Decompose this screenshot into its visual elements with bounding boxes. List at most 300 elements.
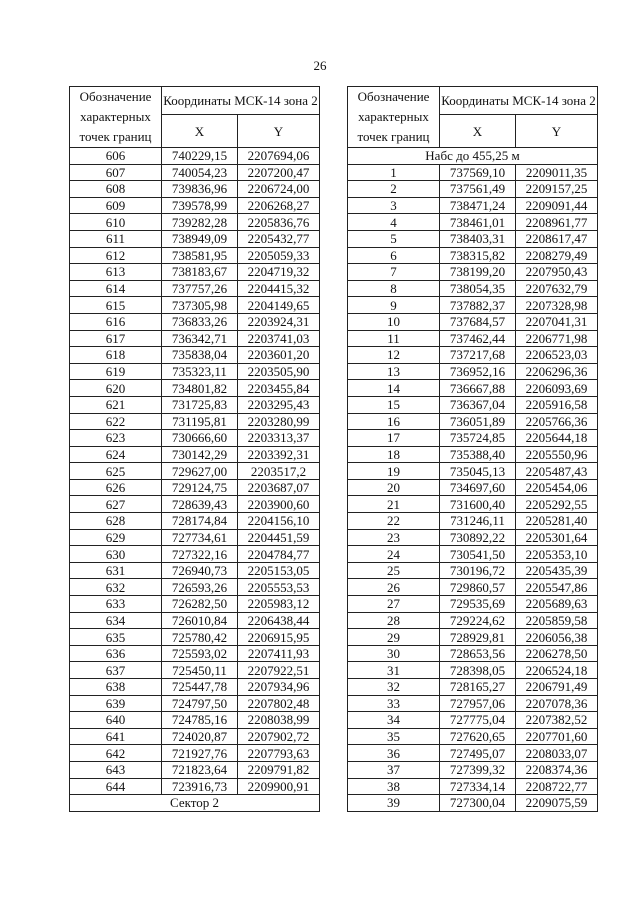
y-coordinate-cell: 2208374,36 xyxy=(516,761,598,778)
y-coordinate-cell: 2206724,00 xyxy=(238,181,320,198)
table-row xyxy=(70,330,320,347)
point-number-cell: 9 xyxy=(348,297,440,314)
y-coordinate-cell: 2204784,77 xyxy=(238,546,320,563)
table-row xyxy=(70,280,320,297)
x-coordinate-cell: 737561,49 xyxy=(440,181,516,198)
x-coordinate-cell: 730196,72 xyxy=(440,562,516,579)
y-coordinate-cell: 2209091,44 xyxy=(516,197,598,214)
y-coordinate-cell: 2207078,36 xyxy=(516,695,598,712)
y-coordinate-cell: 2208279,49 xyxy=(516,247,598,264)
table-row xyxy=(70,579,320,596)
x-coordinate-cell: 724785,16 xyxy=(162,712,238,729)
x-coordinate-cell: 725593,02 xyxy=(162,645,238,662)
point-number-cell: 609 xyxy=(70,197,162,214)
table-row xyxy=(348,297,598,314)
y-coordinate-cell: 2205301,64 xyxy=(516,529,598,546)
table-row xyxy=(348,280,598,297)
y-coordinate-cell: 2209900,91 xyxy=(238,778,320,795)
point-number-cell: 17 xyxy=(348,430,440,447)
y-coordinate-cell: 2203295,43 xyxy=(238,396,320,413)
point-number-cell: 633 xyxy=(70,596,162,613)
y-coordinate-cell: 2207041,31 xyxy=(516,313,598,330)
y-coordinate-cell: 2204156,10 xyxy=(238,513,320,530)
y-coordinate-cell: 2203392,31 xyxy=(238,446,320,463)
table-row xyxy=(348,479,598,496)
table-row xyxy=(70,496,320,513)
y-coordinate-cell: 2205432,77 xyxy=(238,230,320,247)
x-coordinate-cell: 737462,44 xyxy=(440,330,516,347)
y-coordinate-cell: 2203900,60 xyxy=(238,496,320,513)
x-coordinate-cell: 734697,60 xyxy=(440,479,516,496)
point-number-cell: 31 xyxy=(348,662,440,679)
x-coordinate-cell: 731600,40 xyxy=(440,496,516,513)
table-row xyxy=(70,662,320,679)
point-number-cell: 614 xyxy=(70,280,162,297)
point-number-cell: 30 xyxy=(348,645,440,662)
table-row xyxy=(348,546,598,563)
x-coordinate-cell: 739578,99 xyxy=(162,197,238,214)
x-coordinate-cell: 738581,95 xyxy=(162,247,238,264)
point-number-cell: 634 xyxy=(70,612,162,629)
table-row xyxy=(348,430,598,447)
table-row xyxy=(70,596,320,613)
table-row xyxy=(70,148,320,165)
y-coordinate-cell: 2208961,77 xyxy=(516,214,598,231)
coordinates-table-left xyxy=(69,86,320,812)
x-coordinate-cell: 726282,50 xyxy=(162,596,238,613)
y-coordinate-cell: 2206771,98 xyxy=(516,330,598,347)
x-coordinate-cell: 730142,29 xyxy=(162,446,238,463)
point-number-cell: 37 xyxy=(348,761,440,778)
y-coordinate-cell: 2205435,39 xyxy=(516,562,598,579)
point-number-cell: 28 xyxy=(348,612,440,629)
x-coordinate-cell: 725447,78 xyxy=(162,679,238,696)
table-row xyxy=(348,529,598,546)
y-coordinate-cell: 2203517,2 xyxy=(238,463,320,480)
x-coordinate-cell: 740229,15 xyxy=(162,148,238,165)
x-coordinate-cell: 737569,10 xyxy=(440,164,516,181)
y-coordinate-cell: 2207411,93 xyxy=(238,645,320,662)
point-number-cell: 22 xyxy=(348,513,440,530)
coordinates-header: Координаты МСК-14 зона 2 xyxy=(162,87,320,115)
y-coordinate-cell: 2207701,60 xyxy=(516,728,598,745)
table-row xyxy=(348,728,598,745)
y-coordinate-cell: 2205454,06 xyxy=(516,479,598,496)
x-coordinate-cell: 725450,11 xyxy=(162,662,238,679)
point-number-cell: 18 xyxy=(348,446,440,463)
x-coordinate-cell: 726593,26 xyxy=(162,579,238,596)
y-coordinate-cell: 2208617,47 xyxy=(516,230,598,247)
table-row xyxy=(348,413,598,430)
page-number: 26 xyxy=(313,58,327,73)
coordinates-table-right xyxy=(347,86,598,812)
table-row xyxy=(70,612,320,629)
point-number-cell: 635 xyxy=(70,629,162,646)
table-row xyxy=(348,513,598,530)
x-coordinate-cell: 735045,13 xyxy=(440,463,516,480)
y-column-header: Y xyxy=(516,115,598,148)
table-row xyxy=(70,430,320,447)
table-row xyxy=(70,679,320,696)
table-row xyxy=(348,197,598,214)
y-coordinate-cell: 2206056,38 xyxy=(516,629,598,646)
table-row xyxy=(70,629,320,646)
x-coordinate-cell: 725780,42 xyxy=(162,629,238,646)
point-number-cell: 34 xyxy=(348,712,440,729)
point-number-cell: 608 xyxy=(70,181,162,198)
x-coordinate-cell: 721823,64 xyxy=(162,761,238,778)
y-coordinate-cell: 2205547,86 xyxy=(516,579,598,596)
y-coordinate-cell: 2206523,03 xyxy=(516,347,598,364)
point-designation-header: Обозначение характерных точек границ xyxy=(348,87,440,148)
x-coordinate-cell: 730892,22 xyxy=(440,529,516,546)
point-number-cell: 11 xyxy=(348,330,440,347)
y-coordinate-cell: 2207200,47 xyxy=(238,164,320,181)
table-row xyxy=(70,247,320,264)
point-number-cell: 613 xyxy=(70,264,162,281)
point-number-cell: 620 xyxy=(70,380,162,397)
x-coordinate-cell: 728398,05 xyxy=(440,662,516,679)
x-coordinate-cell: 737882,37 xyxy=(440,297,516,314)
table-row xyxy=(348,645,598,662)
y-coordinate-cell: 2205059,33 xyxy=(238,247,320,264)
table-row xyxy=(348,662,598,679)
point-number-cell: 2 xyxy=(348,181,440,198)
point-number-cell: 8 xyxy=(348,280,440,297)
y-coordinate-cell: 2205766,36 xyxy=(516,413,598,430)
point-number-cell: 619 xyxy=(70,363,162,380)
x-coordinate-cell: 727957,06 xyxy=(440,695,516,712)
y-coordinate-cell: 2203924,31 xyxy=(238,313,320,330)
x-coordinate-cell: 727300,04 xyxy=(440,795,516,812)
table-row xyxy=(70,562,320,579)
x-coordinate-cell: 738461,01 xyxy=(440,214,516,231)
table-row xyxy=(70,778,320,795)
x-coordinate-cell: 728174,84 xyxy=(162,513,238,530)
y-coordinate-cell: 2206791,49 xyxy=(516,679,598,696)
y-coordinate-cell: 2209011,35 xyxy=(516,164,598,181)
point-number-cell: 32 xyxy=(348,679,440,696)
point-number-cell: 637 xyxy=(70,662,162,679)
x-coordinate-cell: 727495,07 xyxy=(440,745,516,762)
y-coordinate-cell: 2204415,32 xyxy=(238,280,320,297)
x-coordinate-cell: 723916,73 xyxy=(162,778,238,795)
y-coordinate-cell: 2207934,96 xyxy=(238,679,320,696)
table-row xyxy=(70,529,320,546)
table-row xyxy=(70,463,320,480)
y-coordinate-cell: 2206524,18 xyxy=(516,662,598,679)
point-number-cell: 606 xyxy=(70,148,162,165)
y-coordinate-cell: 2203505,90 xyxy=(238,363,320,380)
x-coordinate-cell: 727399,32 xyxy=(440,761,516,778)
table-row xyxy=(348,230,598,247)
x-coordinate-cell: 730541,50 xyxy=(440,546,516,563)
x-coordinate-cell: 729535,69 xyxy=(440,596,516,613)
point-number-cell: 628 xyxy=(70,513,162,530)
y-coordinate-cell: 2204149,65 xyxy=(238,297,320,314)
point-number-cell: 29 xyxy=(348,629,440,646)
y-coordinate-cell: 2207793,63 xyxy=(238,745,320,762)
y-coordinate-cell: 2204451,59 xyxy=(238,529,320,546)
table-row xyxy=(70,513,320,530)
x-coordinate-cell: 729124,75 xyxy=(162,479,238,496)
x-coordinate-cell: 721927,76 xyxy=(162,745,238,762)
table-row xyxy=(70,546,320,563)
table-row xyxy=(70,363,320,380)
y-coordinate-cell: 2208033,07 xyxy=(516,745,598,762)
y-coordinate-cell: 2205292,55 xyxy=(516,496,598,513)
y-coordinate-cell: 2203455,84 xyxy=(238,380,320,397)
y-coordinate-cell: 2205281,40 xyxy=(516,513,598,530)
point-number-cell: 36 xyxy=(348,745,440,762)
point-number-cell: 631 xyxy=(70,562,162,579)
x-coordinate-cell: 728165,27 xyxy=(440,679,516,696)
y-coordinate-cell: 2205550,96 xyxy=(516,446,598,463)
point-number-cell: 621 xyxy=(70,396,162,413)
point-number-cell: 641 xyxy=(70,728,162,745)
point-number-cell: 636 xyxy=(70,645,162,662)
point-number-cell: 16 xyxy=(348,413,440,430)
table-row xyxy=(70,396,320,413)
table-row xyxy=(348,214,598,231)
point-number-cell: 612 xyxy=(70,247,162,264)
y-coordinate-cell: 2206268,27 xyxy=(238,197,320,214)
table-row xyxy=(70,712,320,729)
x-coordinate-cell: 735838,04 xyxy=(162,347,238,364)
table-row xyxy=(348,795,598,812)
table-row xyxy=(70,164,320,181)
x-coordinate-cell: 731195,81 xyxy=(162,413,238,430)
point-number-cell: 20 xyxy=(348,479,440,496)
x-coordinate-cell: 738949,09 xyxy=(162,230,238,247)
y-coordinate-cell: 2203601,20 xyxy=(238,347,320,364)
table-row xyxy=(348,679,598,696)
table-row xyxy=(70,230,320,247)
table-row xyxy=(348,745,598,762)
x-coordinate-cell: 729860,57 xyxy=(440,579,516,596)
point-number-cell: 10 xyxy=(348,313,440,330)
y-coordinate-cell: 2207902,72 xyxy=(238,728,320,745)
x-coordinate-cell: 728929,81 xyxy=(440,629,516,646)
x-coordinate-cell: 737757,26 xyxy=(162,280,238,297)
x-coordinate-cell: 738471,24 xyxy=(440,197,516,214)
x-coordinate-cell: 724020,87 xyxy=(162,728,238,745)
point-number-cell: 7 xyxy=(348,264,440,281)
point-number-cell: 611 xyxy=(70,230,162,247)
x-coordinate-cell: 735388,40 xyxy=(440,446,516,463)
point-number-cell: 4 xyxy=(348,214,440,231)
table-row xyxy=(70,728,320,745)
point-number-cell: 26 xyxy=(348,579,440,596)
point-number-cell: 644 xyxy=(70,778,162,795)
point-number-cell: 35 xyxy=(348,728,440,745)
point-number-cell: 629 xyxy=(70,529,162,546)
table-row xyxy=(348,164,598,181)
point-number-cell: 617 xyxy=(70,330,162,347)
table-row xyxy=(348,330,598,347)
sector-label: Сектор 2 xyxy=(70,795,320,812)
x-coordinate-cell: 735724,85 xyxy=(440,430,516,447)
table-row xyxy=(348,778,598,795)
y-coordinate-cell: 2207922,51 xyxy=(238,662,320,679)
x-coordinate-cell: 731725,83 xyxy=(162,396,238,413)
point-number-cell: 618 xyxy=(70,347,162,364)
point-number-cell: 25 xyxy=(348,562,440,579)
y-coordinate-cell: 2209075,59 xyxy=(516,795,598,812)
table-row xyxy=(348,247,598,264)
table-row xyxy=(70,264,320,281)
x-coordinate-cell: 729627,00 xyxy=(162,463,238,480)
point-number-cell: 23 xyxy=(348,529,440,546)
left-table-body xyxy=(70,148,320,795)
y-coordinate-cell: 2206278,50 xyxy=(516,645,598,662)
y-coordinate-cell: 2203313,37 xyxy=(238,430,320,447)
point-number-cell: 625 xyxy=(70,463,162,480)
table-row xyxy=(348,181,598,198)
table-row xyxy=(348,446,598,463)
table-row xyxy=(348,579,598,596)
y-coordinate-cell: 2205983,12 xyxy=(238,596,320,613)
x-coordinate-cell: 737217,68 xyxy=(440,347,516,364)
table-row xyxy=(348,363,598,380)
point-number-cell: 3 xyxy=(348,197,440,214)
x-coordinate-cell: 735323,11 xyxy=(162,363,238,380)
x-coordinate-cell: 738315,82 xyxy=(440,247,516,264)
x-coordinate-cell: 736342,71 xyxy=(162,330,238,347)
point-number-cell: 626 xyxy=(70,479,162,496)
x-coordinate-cell: 728653,56 xyxy=(440,645,516,662)
y-coordinate-cell: 2207802,48 xyxy=(238,695,320,712)
point-number-cell: 12 xyxy=(348,347,440,364)
x-coordinate-cell: 738199,20 xyxy=(440,264,516,281)
x-coordinate-cell: 727620,65 xyxy=(440,728,516,745)
table-row xyxy=(70,413,320,430)
x-coordinate-cell: 737684,57 xyxy=(440,313,516,330)
point-number-cell: 632 xyxy=(70,579,162,596)
section-label: Набс до 455,25 м xyxy=(348,148,598,165)
y-coordinate-cell: 2205644,18 xyxy=(516,430,598,447)
y-coordinate-cell: 2208722,77 xyxy=(516,778,598,795)
point-number-cell: 623 xyxy=(70,430,162,447)
x-coordinate-cell: 740054,23 xyxy=(162,164,238,181)
point-number-cell: 1 xyxy=(348,164,440,181)
point-number-cell: 24 xyxy=(348,546,440,563)
x-coordinate-cell: 727334,14 xyxy=(440,778,516,795)
y-coordinate-cell: 2203741,03 xyxy=(238,330,320,347)
point-number-cell: 622 xyxy=(70,413,162,430)
point-number-cell: 21 xyxy=(348,496,440,513)
y-coordinate-cell: 2207382,52 xyxy=(516,712,598,729)
y-column-header: Y xyxy=(238,115,320,148)
x-coordinate-cell: 738054,35 xyxy=(440,280,516,297)
table-row xyxy=(348,313,598,330)
x-coordinate-cell: 727734,61 xyxy=(162,529,238,546)
y-coordinate-cell: 2205836,76 xyxy=(238,214,320,231)
y-coordinate-cell: 2205353,10 xyxy=(516,546,598,563)
x-coordinate-cell: 738183,67 xyxy=(162,264,238,281)
x-coordinate-cell: 736952,16 xyxy=(440,363,516,380)
table-row xyxy=(348,761,598,778)
point-number-cell: 5 xyxy=(348,230,440,247)
table-row xyxy=(348,347,598,364)
point-number-cell: 6 xyxy=(348,247,440,264)
point-number-cell: 607 xyxy=(70,164,162,181)
point-number-cell: 638 xyxy=(70,679,162,696)
y-coordinate-cell: 2205487,43 xyxy=(516,463,598,480)
point-number-cell: 624 xyxy=(70,446,162,463)
table-row xyxy=(70,446,320,463)
y-coordinate-cell: 2203687,07 xyxy=(238,479,320,496)
y-coordinate-cell: 2205916,58 xyxy=(516,396,598,413)
point-number-cell: 640 xyxy=(70,712,162,729)
table-row xyxy=(348,712,598,729)
coordinates-header: Координаты МСК-14 зона 2 xyxy=(440,87,598,115)
point-number-cell: 13 xyxy=(348,363,440,380)
x-coordinate-cell: 726940,73 xyxy=(162,562,238,579)
y-coordinate-cell: 2206438,44 xyxy=(238,612,320,629)
y-coordinate-cell: 2205689,63 xyxy=(516,596,598,613)
point-number-cell: 27 xyxy=(348,596,440,613)
x-coordinate-cell: 734801,82 xyxy=(162,380,238,397)
table-row xyxy=(348,562,598,579)
x-coordinate-cell: 739836,96 xyxy=(162,181,238,198)
x-coordinate-cell: 726010,84 xyxy=(162,612,238,629)
right-table-body xyxy=(348,148,598,812)
table-row xyxy=(70,181,320,198)
table-row xyxy=(348,380,598,397)
y-coordinate-cell: 2205553,53 xyxy=(238,579,320,596)
point-number-cell: 627 xyxy=(70,496,162,513)
y-coordinate-cell: 2206296,36 xyxy=(516,363,598,380)
x-coordinate-cell: 739282,28 xyxy=(162,214,238,231)
x-coordinate-cell: 731246,11 xyxy=(440,513,516,530)
x-coordinate-cell: 736833,26 xyxy=(162,313,238,330)
y-coordinate-cell: 2207632,79 xyxy=(516,280,598,297)
y-coordinate-cell: 2206093,69 xyxy=(516,380,598,397)
y-coordinate-cell: 2207950,43 xyxy=(516,264,598,281)
y-coordinate-cell: 2209791,82 xyxy=(238,761,320,778)
point-number-cell: 630 xyxy=(70,546,162,563)
table-row xyxy=(348,496,598,513)
x-coordinate-cell: 727322,16 xyxy=(162,546,238,563)
point-number-cell: 642 xyxy=(70,745,162,762)
y-coordinate-cell: 2204719,32 xyxy=(238,264,320,281)
table-row xyxy=(348,695,598,712)
point-number-cell: 615 xyxy=(70,297,162,314)
x-coordinate-cell: 724797,50 xyxy=(162,695,238,712)
x-coordinate-cell: 736367,04 xyxy=(440,396,516,413)
x-coordinate-cell: 730666,60 xyxy=(162,430,238,447)
point-designation-header: Обозначение характерных точек границ xyxy=(70,87,162,148)
table-row xyxy=(70,197,320,214)
point-number-cell: 39 xyxy=(348,795,440,812)
x-coordinate-cell: 727775,04 xyxy=(440,712,516,729)
y-coordinate-cell: 2209157,25 xyxy=(516,181,598,198)
table-row xyxy=(70,347,320,364)
table-row xyxy=(70,380,320,397)
point-number-cell: 19 xyxy=(348,463,440,480)
point-number-cell: 33 xyxy=(348,695,440,712)
table-row xyxy=(348,264,598,281)
point-number-cell: 643 xyxy=(70,761,162,778)
y-coordinate-cell: 2208038,99 xyxy=(238,712,320,729)
table-row xyxy=(348,629,598,646)
table-row xyxy=(70,214,320,231)
y-coordinate-cell: 2207694,06 xyxy=(238,148,320,165)
y-coordinate-cell: 2203280,99 xyxy=(238,413,320,430)
x-coordinate-cell: 737305,98 xyxy=(162,297,238,314)
point-number-cell: 610 xyxy=(70,214,162,231)
